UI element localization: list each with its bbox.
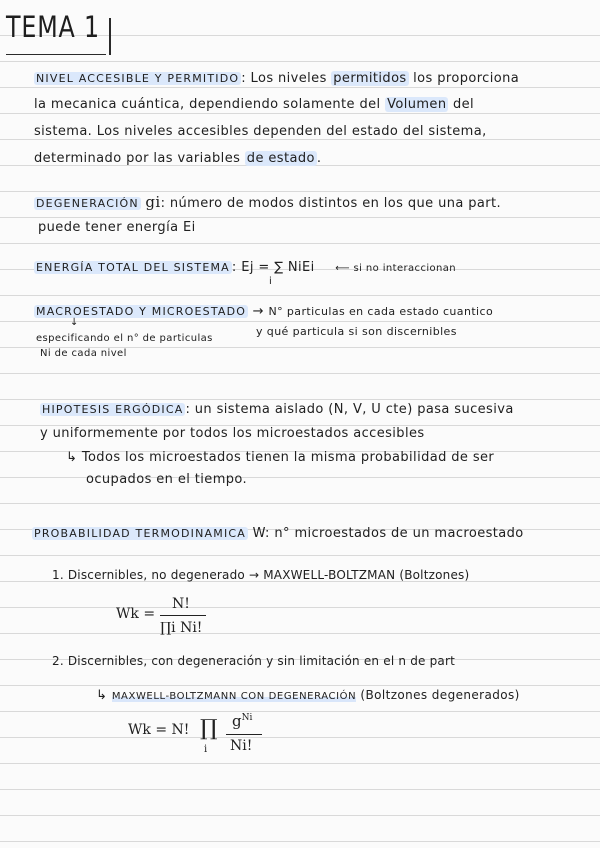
- degeneracion-heading: DEGENERACIÓN: [36, 197, 139, 210]
- nivel-line4-b: .: [316, 151, 322, 166]
- degeneracion-line-1: [34, 193, 501, 211]
- energia-line: [34, 260, 456, 275]
- nivel-hl-volumen: Volumen: [387, 97, 447, 112]
- hipotesis-line-3: ↳ Todos los microestados tienen la misma probabilidad de ser: [66, 450, 495, 465]
- formula-1-numerator: N!: [172, 596, 190, 612]
- probabilidad-item-2-sub: [96, 688, 520, 703]
- hipotesis-line-4: ocupados en el tiempo.: [86, 472, 248, 487]
- macro-arrow: →: [248, 304, 269, 319]
- formula-2-exponent: Ni: [241, 713, 253, 723]
- nivel-line-4: [34, 151, 321, 166]
- probabilidad-symbol-text: W: n° microestados de un macroestado: [252, 526, 524, 541]
- nivel-text-b: los proporciona: [408, 71, 520, 86]
- energia-heading: ENERGÍA TOTAL DEL SISTEMA: [36, 261, 230, 274]
- hipotesis-line-2: y uniformemente por todos los microestados accesibles: [40, 426, 425, 441]
- nivel-text-a: Los niveles: [250, 71, 332, 86]
- macro-left-1: especificando el n° de particulas: [36, 333, 213, 344]
- degeneracion-text-1: : número de modos distintos en los que una part.: [160, 196, 502, 211]
- item-2-sub-highlight: MAXWELL-BOLTZMANN CON DEGENERACIÓN: [111, 691, 357, 702]
- title-underline: [6, 54, 106, 55]
- formula-2-lhs: Wk = N!: [128, 722, 190, 738]
- macro-down-arrow: ↓: [70, 317, 79, 328]
- degeneracion-symbol: gi: [145, 193, 161, 211]
- macro-left-2: Ni de cada nivel: [40, 348, 127, 359]
- nivel-line4-a: determinado por las variables: [34, 151, 245, 166]
- item-2-sub-arrow: ↳: [96, 688, 112, 703]
- energia-note: ⟵ si no interaccionan: [335, 263, 457, 274]
- formula-2-product-index: i: [204, 744, 208, 755]
- formula-2-fraction-bar: [226, 734, 262, 735]
- nivel-line2-b: del: [448, 97, 475, 112]
- formula-2-denominator: Ni!: [230, 738, 253, 754]
- probabilidad-line: [32, 526, 524, 541]
- macro-heading: MACROESTADO Y MICROESTADO: [36, 305, 247, 318]
- formula-2-g: g: [232, 712, 242, 730]
- nivel-hl-estado: de estado: [246, 151, 315, 166]
- hipotesis-heading: HIPOTESIS ERGÓDICA: [42, 403, 184, 416]
- energia-formula: : Ej = ∑ NiEi: [231, 260, 315, 275]
- nivel-line-2: [34, 97, 474, 112]
- probabilidad-item-1: 1. Discernibles, no degenerado → MAXWELL-BOLTZMAN (Boltzones): [52, 568, 470, 582]
- formula-1-lhs: Wk =: [116, 606, 156, 622]
- energia-sum-index: i: [269, 276, 273, 287]
- title-side-bar: [109, 18, 111, 55]
- degeneracion-line-2: puede tener energía Ei: [38, 220, 196, 235]
- formula-1-denominator: ∏i Ni!: [160, 620, 203, 636]
- title-block: [6, 10, 121, 44]
- nivel-line2-a: la mecanica cuántica, dependiendo solamente del: [34, 97, 386, 112]
- nivel-sep: :: [241, 71, 251, 86]
- probabilidad-heading: PROBABILIDAD TERMODINAMICA: [34, 527, 247, 540]
- formula-2-product: ∏: [200, 716, 218, 741]
- hipotesis-line-1: [40, 402, 514, 417]
- macro-right-2: y qué particula si son discernibles: [256, 325, 457, 338]
- macro-right-1: N° particulas en cada estado cuantico: [268, 305, 494, 318]
- formula-1-fraction-bar: [160, 615, 206, 616]
- probabilidad-item-2: 2. Discernibles, con degeneración y sin limitación en el n de part: [52, 654, 456, 668]
- nivel-line-1: [34, 71, 519, 86]
- formula-2-numerator: [232, 712, 252, 730]
- macro-line-1: [34, 304, 493, 319]
- nivel-hl-permitidos: permitidos: [333, 71, 407, 86]
- hipotesis-text-1: : un sistema aislado (N, V, U cte) pasa sucesiva: [185, 402, 514, 417]
- item-2-sub-text: (Boltzones degenerados): [356, 688, 520, 702]
- nivel-heading: NIVEL ACCESIBLE Y PERMITIDO: [36, 72, 240, 85]
- page-title: TEMA 1: [6, 10, 100, 44]
- nivel-line-3: sistema. Los niveles accesibles dependen del estado del sistema,: [34, 124, 487, 139]
